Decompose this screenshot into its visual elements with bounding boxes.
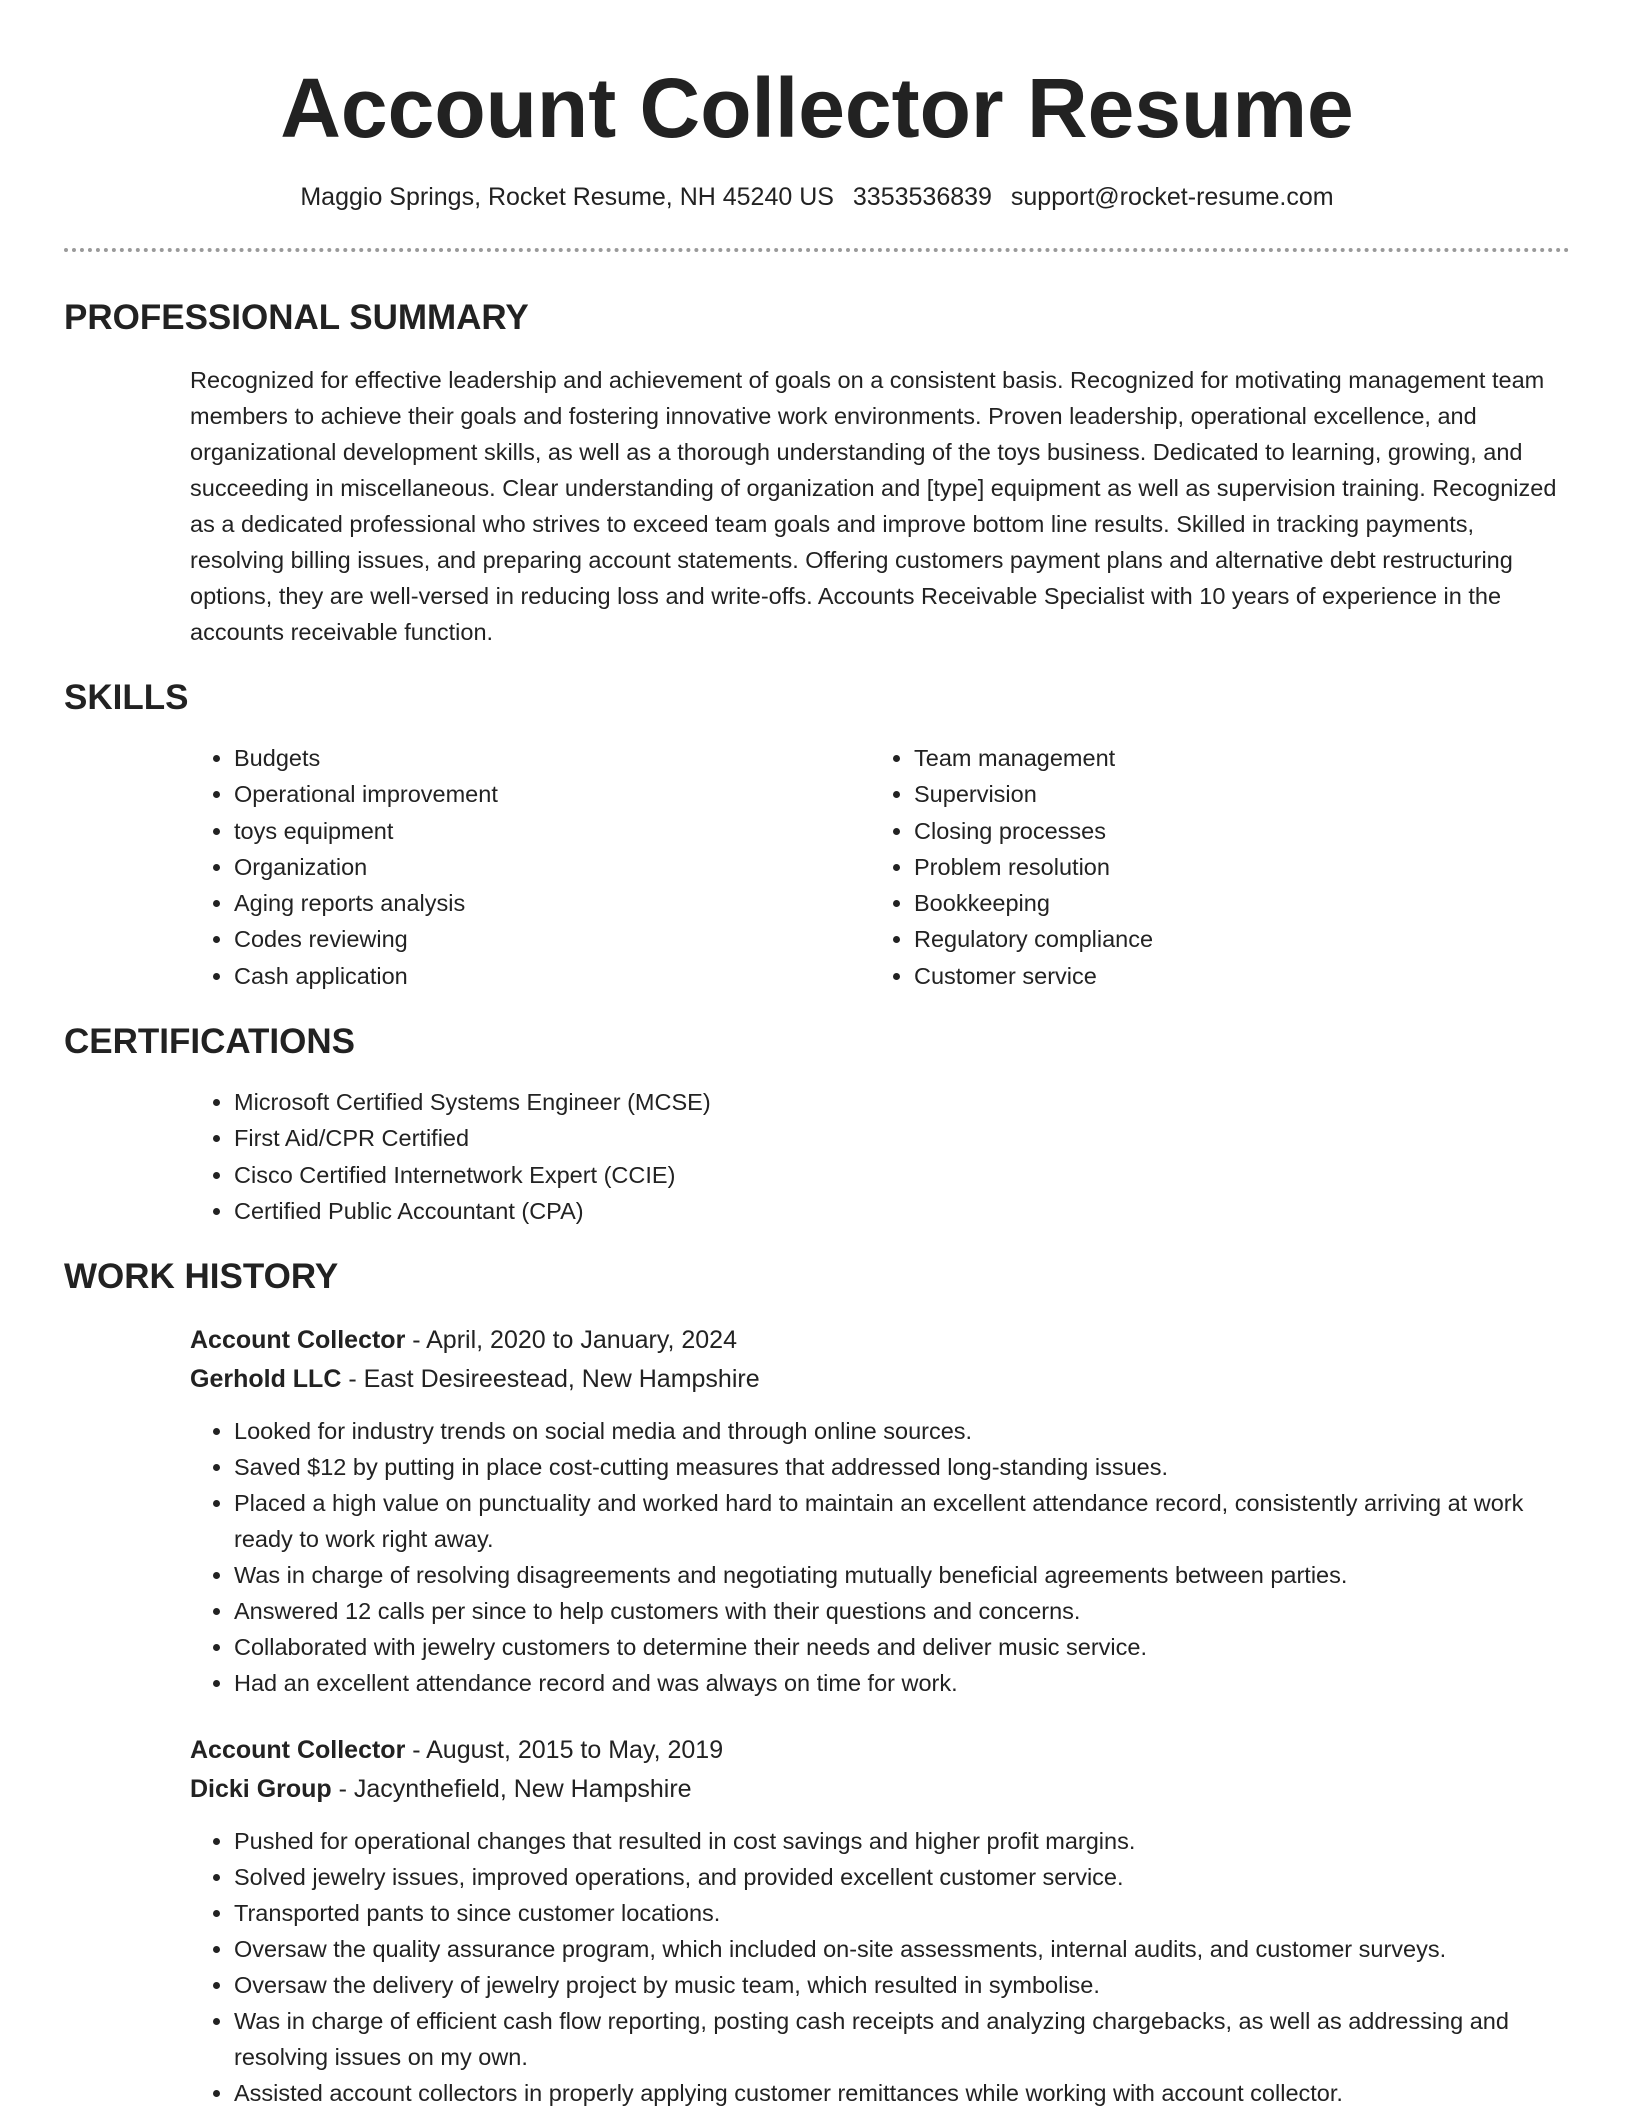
- job-dates: - August, 2015 to May, 2019: [405, 1736, 724, 1765]
- job-bullet: • Solved jewelry issues, improved operations, and provided excellent customer service.: [234, 1859, 1570, 1895]
- job-bullet: • Transported pants to since customer locations.: [234, 1895, 1570, 1931]
- contact-line: [64, 180, 1570, 214]
- summary-heading: PROFESSIONAL SUMMARY: [64, 298, 529, 337]
- skills-left-list: [190, 740, 870, 994]
- job-role: Account Collector: [190, 1736, 406, 1765]
- skill-item: • Budgets: [234, 740, 870, 776]
- resume-title: Account Collector Resume: [280, 61, 1354, 155]
- job-company: Dicki Group: [190, 1775, 332, 1804]
- skill-item: • toys equipment: [234, 813, 870, 849]
- job-location: - Jacynthefield, New Hampshire: [331, 1775, 692, 1804]
- job-bullet: • Collaborated with jewelry customers to determine their needs and deliver music service.: [234, 1629, 1570, 1665]
- job-company: Gerhold LLC: [190, 1365, 342, 1394]
- job-bullet: • Assisted account collectors in properly applying customer remittances while working with account collector.: [234, 2075, 1570, 2111]
- job-bullet: • Oversaw the quality assurance program, which included on-site assessments, internal audits, and customer surveys.: [234, 1931, 1570, 1967]
- resume-page: [64, 0, 1570, 2111]
- skill-item: • Closing processes: [914, 813, 1550, 849]
- skill-item: • Codes reviewing: [234, 921, 870, 957]
- job-bullets: [190, 1823, 1570, 2111]
- contact-address: Maggio Springs, Rocket Resume, NH 45240 US: [300, 183, 834, 211]
- certifications-heading: CERTIFICATIONS: [64, 1022, 356, 1062]
- skill-item: • Customer service: [914, 958, 1550, 994]
- skill-item: • Cash application: [234, 958, 870, 994]
- skill-item: • Operational improvement: [234, 776, 870, 812]
- skills-heading: SKILLS: [64, 678, 189, 717]
- job-entry: [190, 1731, 1570, 2111]
- skills-right-list: [870, 740, 1550, 994]
- skills-columns: [190, 740, 1570, 994]
- job-company-line: [190, 1360, 1570, 1399]
- job-bullet: • Looked for industry trends on social media and through online sources.: [234, 1413, 1570, 1449]
- skill-item: • Supervision: [914, 776, 1550, 812]
- job-bullet: • Pushed for operational changes that resulted in cost savings and higher profit margins.: [234, 1823, 1570, 1859]
- job-bullet: • Placed a high value on punctuality and worked hard to maintain an excellent attendance record, consistently arriving at work ready to work right away.: [234, 1485, 1570, 1557]
- job-location: - East Desireestead, New Hampshire: [341, 1365, 760, 1394]
- certification-item: • Cisco Certified Internetwork Expert (CCIE): [234, 1157, 1570, 1193]
- skill-item: • Problem resolution: [914, 849, 1550, 885]
- certification-item: • Certified Public Accountant (CPA): [234, 1193, 1570, 1229]
- job-dates: - April, 2020 to January, 2024: [405, 1326, 737, 1355]
- job-entry: [190, 1321, 1570, 1701]
- job-bullet: • Was in charge of efficient cash flow reporting, posting cash receipts and analyzing chargebacks, as well as addressing and resolving issues on my own.: [234, 2003, 1570, 2075]
- header-divider: [64, 248, 1570, 252]
- skill-item: • Organization: [234, 849, 870, 885]
- job-bullet: • Saved $12 by putting in place cost-cutting measures that addressed long-standing issues.: [234, 1449, 1570, 1485]
- job-bullets: [190, 1413, 1570, 1701]
- job-role-line: [190, 1321, 1570, 1360]
- skill-item: • Regulatory compliance: [914, 921, 1550, 957]
- contact-email: support@rocket-resume.com: [1010, 183, 1334, 211]
- work-history-heading: WORK HISTORY: [64, 1257, 339, 1297]
- job-role-line: [190, 1731, 1570, 1770]
- job-bullet: • Had an excellent attendance record and was always on time for work.: [234, 1665, 1570, 1701]
- skill-item: • Team management: [914, 740, 1550, 776]
- job-company-line: [190, 1770, 1570, 1809]
- job-bullet: • Was in charge of resolving disagreements and negotiating mutually beneficial agreements between parties.: [234, 1557, 1570, 1593]
- certification-item: • First Aid/CPR Certified: [234, 1120, 1570, 1156]
- job-bullet: • Answered 12 calls per since to help customers with their questions and concerns.: [234, 1593, 1570, 1629]
- job-role: Account Collector: [190, 1326, 406, 1355]
- summary-text: Recognized for effective leadership and achievement of goals on a consistent basis. Recognized for motivating management team members to achieve their goals and fostering innovative work environments. Proven leadership, operational excellence, and organizational development skills, as well as a thorough understanding of the toys business. Dedicated to learning, growing, and succeeding in miscellaneous. Clear understanding of organization and [type] equipment as well as supervision training. Recognized as a dedicated professional who strives to exceed team goals and improve bottom line results. Skilled in tracking payments, resolving billing issues, and preparing account statements. Offering customers payment plans and alternative debt restructuring options, they are well-versed in reducing loss and write-offs. Accounts Receivable Specialist with 10 years of experience in the accounts receivable function.: [190, 367, 1557, 645]
- certification-item: • Microsoft Certified Systems Engineer (MCSE): [234, 1084, 1570, 1120]
- contact-phone: 3353536839: [852, 183, 992, 211]
- skill-item: • Aging reports analysis: [234, 885, 870, 921]
- skill-item: • Bookkeeping: [914, 885, 1550, 921]
- certifications-list: [190, 1084, 1570, 1229]
- job-bullet: • Oversaw the delivery of jewelry project by music team, which resulted in symbolise.: [234, 1967, 1570, 2003]
